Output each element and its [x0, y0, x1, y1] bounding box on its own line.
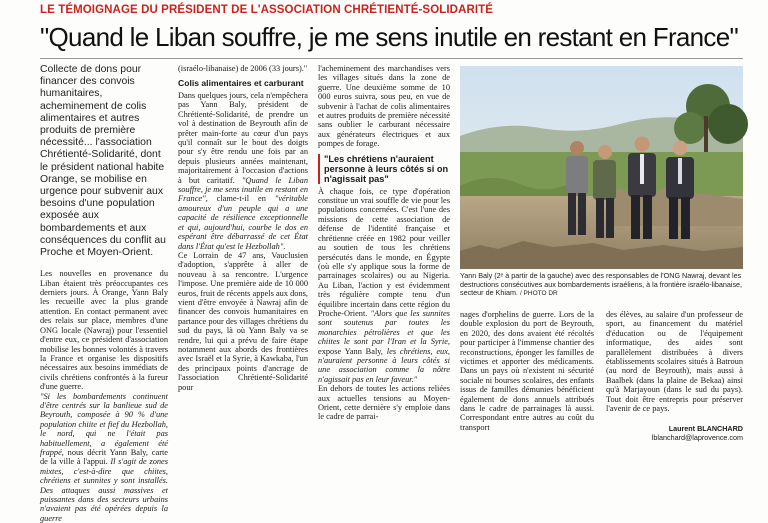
paragraph: des élèves, au salaire d'un professeur de sport, au financement du matériel d'éducation ou de l'équipement informatique, des aides sont parallèlement distribuées à divers établissements scolaires situés à Batroun (au nord de Beyrouth), mais aussi à Baalbek (dans la plaine de Bekaa) ainsi qu'à Marjayoun (dans le sud du pays). Tout doit être entrepris pour préserver l'avenir de ce pays. [606, 310, 743, 414]
article-column-2 [178, 64, 308, 474]
article-column-3 [318, 64, 450, 474]
quote: "Si les bombardements continuent d'être centrés sur la banlieue sud de Beyrouth, composée à 90 % d'une population chiite et fief du Hezbollah, le nord, qui ne l'était pas habituellement, a également été frappé, [40, 391, 168, 457]
author-name: Laurent BLANCHARD [668, 424, 743, 433]
paragraph: l'acheminement des marchandises vers les villages situés dans la zone de guerre. Une deuxième somme de 10 000 euros suivra, sous peu, en vue de subvenir à l'achat de colis alimentaires et autres produits de première nécessité sans oublier le carburant nécessaire aux générateurs électriques et aux pompes de forage. [318, 64, 450, 149]
article-headline: "Quand le Liban souffre, je me sens inutile en restant en France" [40, 22, 739, 52]
text-run: nous décrit Yann Baly, carte de la ville à l'appui. [40, 447, 168, 467]
text-run: (israélo-libanaise) de 2006 (33 jours)." [178, 64, 308, 73]
subheading: Colis alimentaires et carburant [178, 78, 304, 89]
author-signature [606, 424, 743, 442]
article-lead: Collecte de dons pour financer des convois humanitaires, acheminement de colis alimentaires et autres produits de première nécessité... l'association Chrétienté-Solidarité, dont le président national habite Orange, se mobilise en urgence pour subvenir aux besoins d'une population exposée aux bombardements et aux conséquences du conflit au Proche et Moyen-Orient. [40, 64, 166, 259]
paragraph [40, 269, 168, 391]
intertitle: "Les chrétiens n'auraient personne à leurs côtés si on n'agissait pas" [318, 154, 450, 184]
paragraph: nages d'orphelins de guerre. Lors de la double explosion du port de Beyrouth, en 2020, des dons avaient été récoltés pour participer à l'immense chantier des reconstructions, éponger les familles de victimes et apporter des médicaments. Dans un pays où n'existent ni sécurité sociale ni bourses scolaires, des enfants issus de familles démunies bénéficient également de dons annuels attribués dans le cadre de parrainages là aussi. Correspondant entre autres au coût du transport [460, 310, 594, 432]
photo-caption [460, 272, 743, 299]
article-kicker: LE TÉMOIGNAGE DU PRÉSIDENT DE L'ASSOCIATION CHRÉTIENTÉ-SOLIDARITÉ [40, 4, 494, 16]
text-run: expose Yann Baly, [318, 346, 387, 356]
paragraph: En dehors de toutes les actions reliées aux actuelles tensions au Moyen-Orient, cette dernière s'y emploie dans le cadre de parrai- [318, 384, 450, 422]
paragraph [40, 392, 168, 523]
quote: les chrétiens, eux, n'auraient personne à leurs côtés si une association comme la nôtre n'agissait pas en leur faveur." [318, 346, 450, 384]
header-rule [40, 58, 743, 59]
photo-illustration [460, 66, 743, 269]
article-photo [460, 66, 743, 269]
article-column-4 [460, 310, 594, 474]
quote: Il s'agit de zones mixtes, c'est-à-dire que chiites, chrétiens et sunnites y sont installés. Des attaques aussi massives et puissantes dans des secteurs urbains n'avaient pas été opérées depuis la guerre [40, 457, 168, 523]
caption-text: Yann Baly (2ᵉ à partir de la gauche) avec des responsables de l'ONG Nawraj, devant les destructions consécutives aux bombardements israéliens, à la frontière israélo-libanaise, secteur de Khiam. [460, 271, 743, 298]
quote: "véritable amoureux d'un peuple qui a une capacité de résilience exceptionnelle et qui, aujourd'hui, courbe le dos en espérant être débarrassé de cet État dans l'État qu'est le Hezbollah". [178, 194, 308, 251]
quote: "Quand le Liban souffre, je me sens inutile en restant en France", [178, 175, 308, 204]
text-run: À chaque fois, ce type d'opération constitue un vrai souffle de vie pour les populations concernées. C'est l'une des missions de cette association de défense de l'identité française et chrétienne créée en 1982 pour veiller au soutien de tous les chrétiens persécutés dans le monde, en Égypte (où elle s'y applique sous la forme de parrainages scolaires) ou au Nigeria. Au Liban, l'action y est évidemment très régulière compte tenu d'un équilibre incertain dans cette région du Proche-Orient. [318, 186, 450, 318]
text-run: clame-t-il en [207, 194, 275, 204]
paragraph [318, 187, 450, 385]
article-column-1 [40, 64, 168, 523]
author-email[interactable]: lblanchard@laprovence.com [651, 433, 743, 442]
paragraph [178, 91, 308, 251]
paragraph: Ce Lorrain de 47 ans, Vauclusien d'adoption, s'apprête à aller de nouveau à sa rencontre. L'urgence l'impose. Une première aide de 10 000 euros, fruit de récents appels aux dons, vient d'être envoyée à Nawraj afin de financer des convois humanitaires en partance pour des villages chrétiens du sud du pays, là où Yann Baly va se rendre, lui qui a prévu de faire étape notamment aux abords des frontières avec Israël et la Syrie, à Kawkaba, l'un des principaux points d'ancrage de l'association Chrétienté-Solidarité pour [178, 250, 308, 392]
quote: "Alors que les sunnites sont soutenus par toutes les monarchies pétrolières et que les chiites le sont par l'Iran et la Syrie, [318, 308, 450, 347]
text-run: Dans quelques jours, cela n'empêchera pas Yann Baly, président de Chrétienté-Solidarité, de prendre un vol à destination de Beyrouth afin de prêter main-forte au cœur d'un pays qu'il connaît sur le bout des doigts pour s'y être rendu une fois par an depuis plusieurs années maintenant, majoritairement à l'occasion d'actions à but caritatif. [178, 91, 308, 185]
photo-credit: / PHOTO DR [519, 290, 558, 298]
paragraph [178, 64, 308, 73]
article-column-5 [606, 310, 743, 420]
text-run: Les nouvelles en provenance du Liban étaient très préoccupantes ces derniers jours. À Orange, Yann Baly les recueille avec la plus grande attention. En contact permanent avec des relais sur place, membres d'une ONG locale (Nawraj) pour l'essentiel d'entre eux, ce président d'association mobilise les bonnes volontés à travers la France et organise les dispositifs nécessaires aux besoins immédiats de civils chrétiens confrontés à la fureur d'une guerre. [40, 269, 168, 392]
